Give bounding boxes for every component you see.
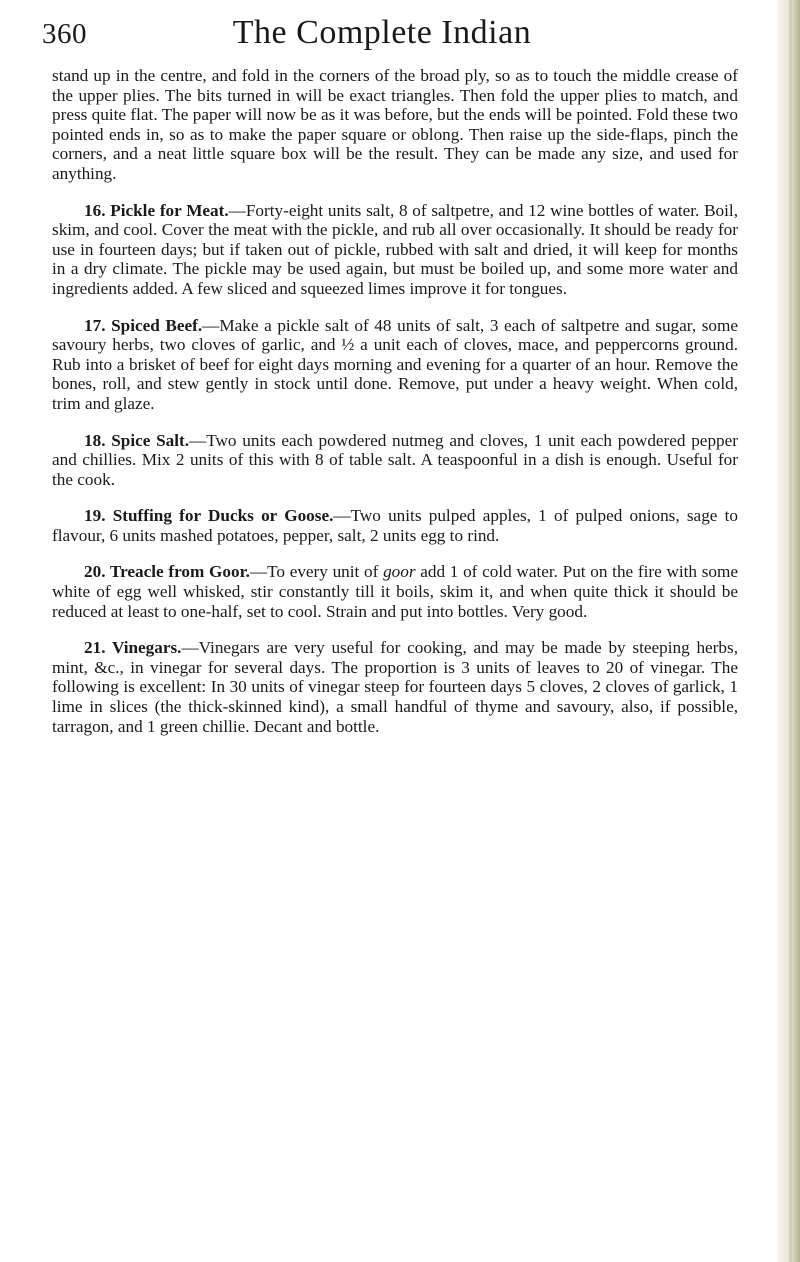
page-edge-shadow: [778, 0, 800, 1262]
page-header: [42, 14, 722, 64]
paragraph-box-folding-continued: [52, 66, 738, 184]
recipe-treacle-from-goor: [52, 562, 738, 621]
recipe-text: —Forty-eight units salt, 8 of saltpetre, and 12 wine bottles of water. Boil, skim, and cool. Cover the meat with the pickle, and rub all over occasionally. It should be ready for use in fourteen days; but if taken out of pickle, rubbed with salt and dried, it will keep for months in a dry climate. The pickle may be used again, but must be boiled up, and some more water and ingredients added. A few sliced and squeezed limes improve it for tongues.: [52, 200, 738, 298]
recipe-title: 21. Vinegars.: [84, 638, 182, 658]
recipe-text-after: add 1 of cold water. Put on the fire with some white of egg well whisked, stir constantly till it boils, skim it, and when quite thick it should be reduced at least to one-half, set to cool. Strain and put into bottles. Very good.: [52, 562, 738, 621]
recipe-text: —Two units each powdered nutmeg and cloves, 1 unit each powdered pepper and chillies. Mix 2 units of this with 8 of table salt. A teaspoonful in a dish is enough. Useful for the cook.: [52, 430, 738, 489]
running-title: The Complete Indian: [232, 14, 532, 51]
recipe-stuffing-ducks-goose: [52, 506, 738, 545]
recipe-spice-salt: [52, 431, 738, 490]
page-spine: [789, 0, 792, 1262]
recipe-vinegars: [52, 638, 738, 736]
recipe-title: 17. Spiced Beef.: [84, 315, 203, 335]
page-body: [52, 66, 738, 753]
paragraph-text: stand up in the centre, and fold in the corners of the broad ply, so as to touch the middle crease of the upper plies. The bits turned in will be exact triangles. Then fold the upper plies to match, and press quite flat. The paper will now be as it was before, but the ends will be pointed. Fold these two pointed ends in, so as to make the paper square or oblong. Then raise up the side-flaps, pinch the corners, and a neat little square box will be the result. They can be made any size, and used for anything.: [52, 66, 738, 183]
recipe-text: —Make a pickle salt of 48 units of salt, 3 each of saltpetre and sugar, some savoury herbs, two cloves of garlic, and ½ a unit each of cloves, mace, and peppercorns ground. Rub into a brisket of beef for eight days morning and evening for a quarter of an hour. Remove the bones, roll, and stew gently in stock until done. Remove, put under a heavy weight. When cold, trim and glaze.: [52, 315, 738, 413]
recipe-title: 20. Treacle from Goor.: [84, 562, 250, 582]
recipe-text: —Vinegars are very useful for cooking, and may be made by steeping herbs, mint, &c., in vinegar for several days. The proportion is 3 units of leaves to 20 of vinegar. The following is excellent: In 30 units of vinegar steep for fourteen days 5 cloves, 2 cloves of garlick, 1 lime in slices (the thick-skinned kind), a small handful of thyme and savoury, also, if possible, tarragon, and 1 green chillie. Decant and bottle.: [52, 638, 738, 736]
recipe-title: 18. Spice Salt.: [84, 430, 190, 450]
recipe-italic-term: goor: [383, 562, 416, 582]
recipe-title: 19. Stuffing for Ducks or Goose.: [84, 506, 334, 526]
recipe-text: —Two units pulped apples, 1 of pulped onions, sage to flavour, 6 units mashed potatoes, pepper, salt, 2 units egg to rind.: [52, 506, 739, 545]
recipe-spiced-beef: [52, 316, 738, 414]
page-number: 360: [42, 18, 87, 50]
recipe-title: 16. Pickle for Meat.: [84, 200, 229, 220]
recipe-text-before: —To every unit of: [249, 562, 384, 582]
recipe-pickle-for-meat: [52, 201, 738, 299]
